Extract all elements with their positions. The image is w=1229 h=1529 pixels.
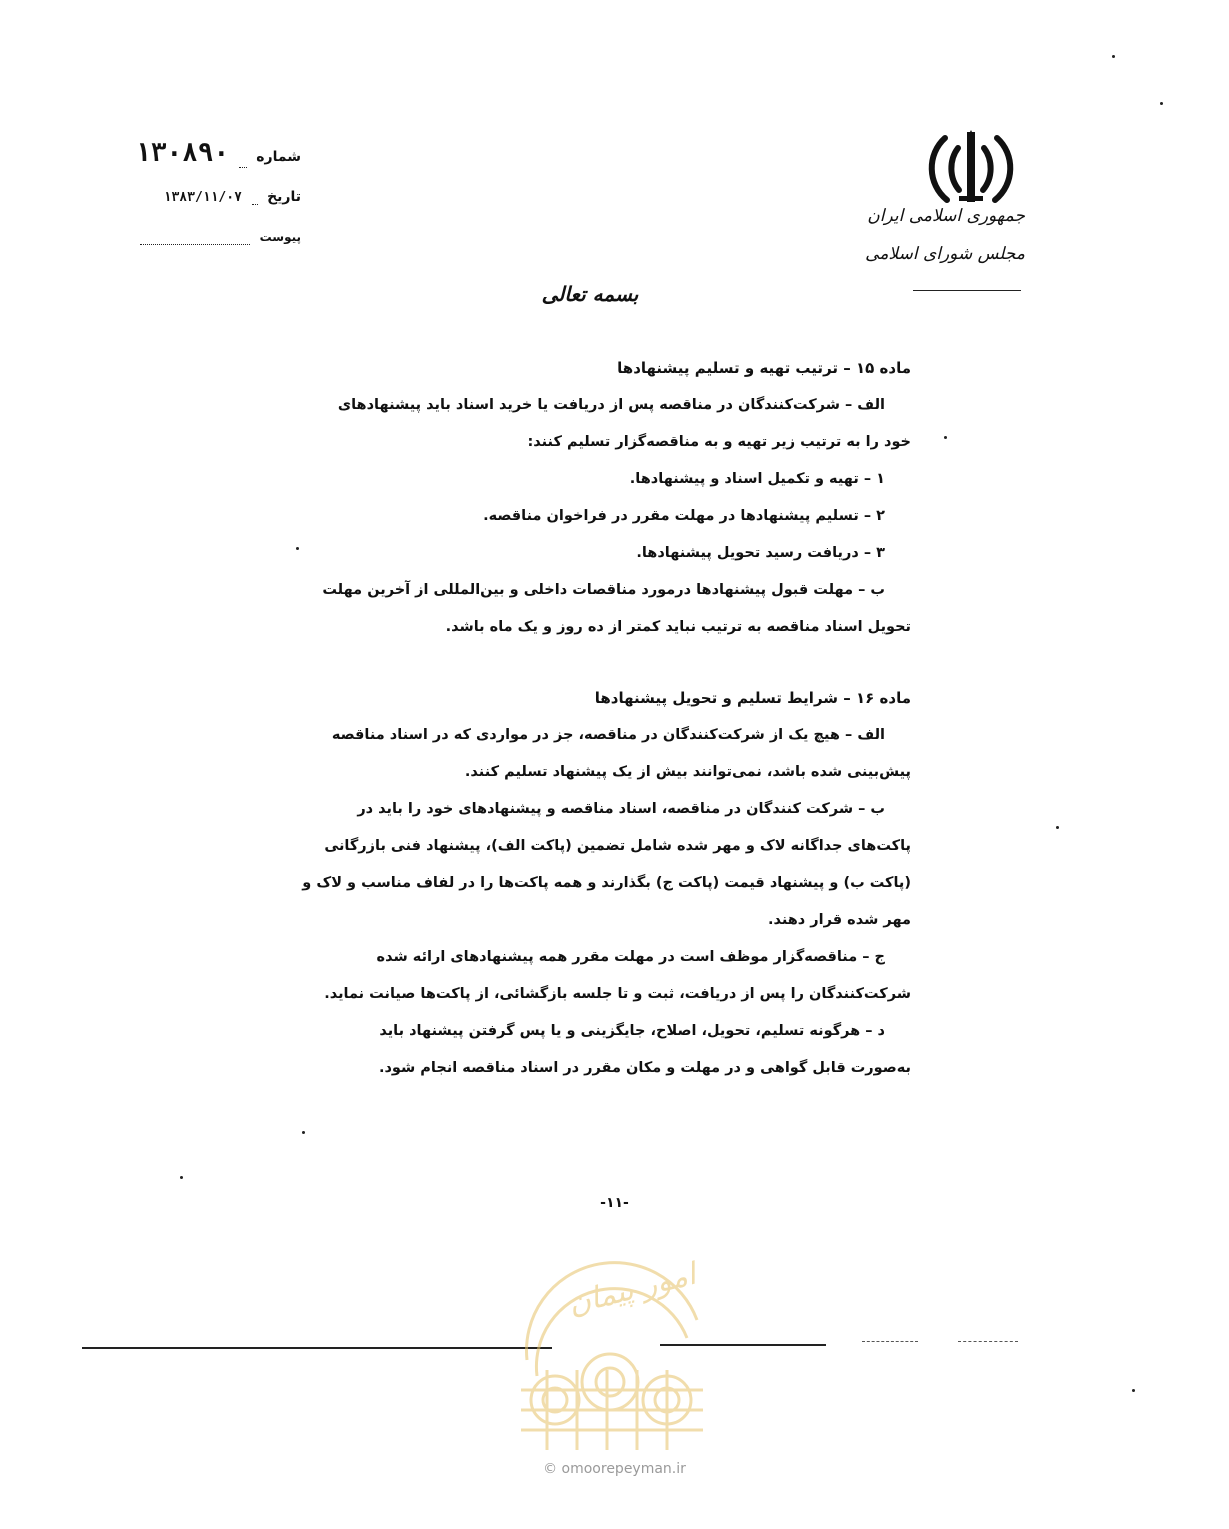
letter-attachment-label: پیوست bbox=[259, 230, 301, 244]
letter-date-row bbox=[164, 186, 301, 205]
scan-speck bbox=[180, 1176, 183, 1179]
scan-speck bbox=[1160, 102, 1163, 105]
footer-rule-dashed-1 bbox=[862, 1341, 918, 1342]
article-heading: ماده ۱۵ – ترتیب تهیه و تسلیم پیشنهادها bbox=[617, 359, 911, 377]
letter-date-label: تاریخ bbox=[267, 189, 301, 205]
scan-speck bbox=[296, 547, 299, 550]
scan-speck bbox=[1056, 826, 1059, 829]
scan-speck bbox=[1112, 55, 1115, 58]
body-line: شرکت‌کنندگان را پس از دریافت، ثبت و تا جلسه بازگشائی، از پاکت‌ها صیانت نماید. bbox=[324, 986, 911, 1002]
document-body bbox=[271, 350, 911, 1087]
body-line: ۳ – دریافت رسید تحویل پیشنهادها. bbox=[636, 545, 885, 561]
body-line: پیش‌بینی شده باشد، نمی‌توانند بیش از یک پیشنهاد تسلیم کنند. bbox=[464, 764, 911, 780]
scan-speck bbox=[944, 436, 947, 439]
emblem-title-parliament: مجلس شورای اسلامی bbox=[865, 244, 1025, 264]
letter-number-label: شماره bbox=[256, 149, 301, 165]
body-line: به‌صورت قابل گواهی و در مهلت و مکان مقرر در اسناد مناقصه انجام شود. bbox=[378, 1060, 911, 1076]
body-line: خود را به ترتیب زیر تهیه و به مناقصه‌گزار تسلیم کنند: bbox=[527, 434, 911, 450]
watermark-logo-icon bbox=[507, 1250, 713, 1452]
body-line: تحویل اسناد مناقصه به ترتیب نباید کمتر از ده روز و یک ماه باشد. bbox=[445, 619, 911, 635]
body-line: مهر شده قرار دهند. bbox=[767, 912, 911, 928]
article-heading: ماده ۱۶ – شرایط تسلیم و تحویل پیشنهادها bbox=[594, 689, 911, 707]
body-line: الف – شرکت‌کنندگان در مناقصه پس از دریافت یا خرید اسناد باید پیشنهادهای bbox=[337, 397, 885, 413]
footer-rule-dashed-2 bbox=[958, 1341, 1018, 1342]
emblem-title-country: جمهوری اسلامی ایران bbox=[867, 206, 1025, 226]
scan-speck bbox=[302, 1131, 305, 1134]
scan-speck bbox=[1132, 1389, 1135, 1392]
body-line: ۱ – تهیه و تکمیل اسناد و پیشنهادها. bbox=[629, 471, 885, 487]
watermark-logo-text: امور پیمان bbox=[564, 1256, 700, 1323]
body-line: ۲ – تسلیم پیشنهادها در مهلت مقرر در فراخوان مناقصه. bbox=[483, 508, 885, 524]
copyright-icon: © bbox=[543, 1461, 558, 1477]
watermark-url-text: omoorepeyman.ir bbox=[561, 1461, 686, 1477]
salutation-heading: بسمه تعالی bbox=[541, 282, 639, 306]
letter-number-value: ۱۳۰۸۹۰ bbox=[135, 138, 230, 168]
letter-date-value: ۱۳۸۳/۱۱/۰۷ bbox=[163, 190, 242, 205]
letter-number-row bbox=[135, 138, 301, 168]
body-line: د – هرگونه تسلیم، تحویل، اصلاح، جایگزینی و یا پس گرفتن پیشنهاد باید bbox=[379, 1023, 885, 1039]
emblem-underline bbox=[913, 290, 1021, 291]
body-line: (پاکت ب) و پیشنهاد قیمت (پاکت ج) بگذارند و همه پاکت‌ها را در لفاف مناسب و لاک و bbox=[302, 875, 911, 891]
page-number: -۱۱- bbox=[600, 1195, 629, 1211]
watermark-url bbox=[0, 1461, 1229, 1477]
body-line: ب – مهلت قبول پیشنهادها درمورد مناقصات داخلی و بین‌المللی از آخرین مهلت bbox=[322, 582, 885, 598]
body-line: ج – مناقصه‌گزار موظف است در مهلت مقرر همه پیشنهادهای ارائه شده bbox=[376, 949, 885, 965]
body-line: پاکت‌های جداگانه لاک و مهر شده شامل تضمین (پاکت الف)، پیشنهاد فنی بازرگانی bbox=[324, 838, 911, 854]
iran-emblem-icon bbox=[925, 126, 1017, 208]
body-line: الف – هیچ یک از شرکت‌کنندگان در مناقصه، جز در مواردی که در اسناد مناقصه bbox=[331, 727, 885, 743]
footer-rule-left bbox=[82, 1347, 552, 1349]
body-line: ب – شرکت کنندگان در مناقصه، اسناد مناقصه و پیشنهادهای خود را باید در bbox=[357, 801, 885, 817]
letter-attachment-row bbox=[136, 226, 301, 245]
paragraph-gap bbox=[271, 646, 911, 680]
